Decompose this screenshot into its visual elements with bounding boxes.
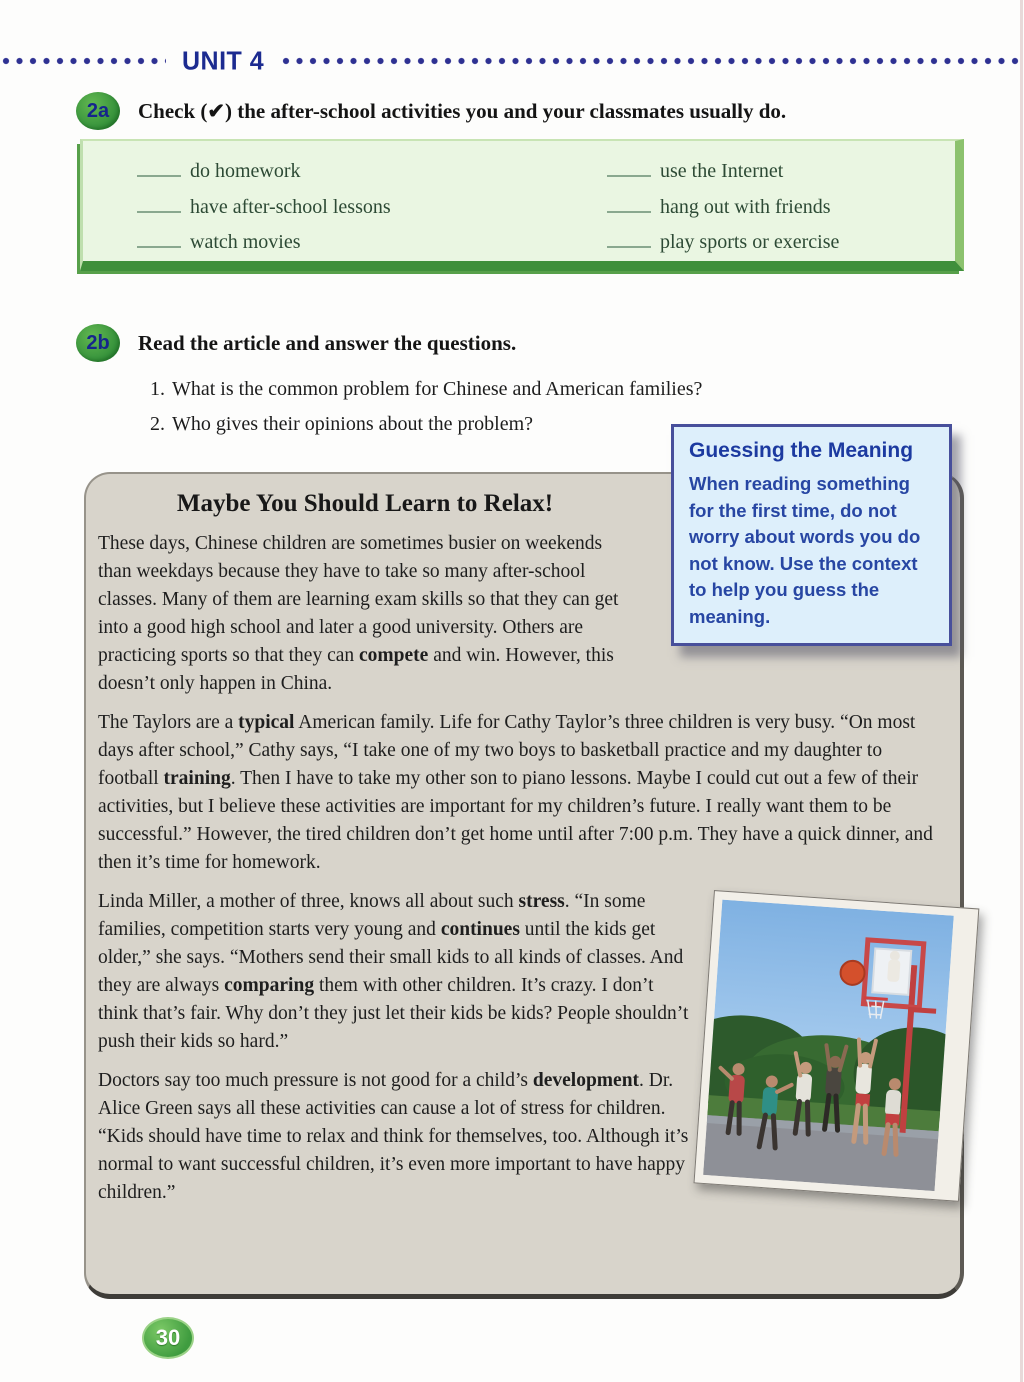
question-text: Who gives their opinions about the problem? <box>172 412 534 435</box>
dotted-rule-right-icon <box>280 55 1024 67</box>
section-2a-header <box>76 92 994 130</box>
article-paragraph: Doctors say too much pressure is not good for a child’s development. Dr. Alice Green says all these activities can cause a lot of stress for children. “Kids should have time to relax and think for themselves, too. Although it’s normal to want successful children, it’s even more important to have happy children.” <box>98 1070 689 1203</box>
article-paragraph: Linda Miller, a mother of three, knows all about such stress. “In some families, competition starts very young and continues until the kids get older,” she says. “Mothers send their small kids to all kinds of classes. And they are always comparing them with other children. It’s crazy. I don’t think that’s fair. Why don’t they just let their kids be kids? People shouldn’t push their kids so hard.” <box>98 891 689 1052</box>
question-number: 2. <box>150 412 165 435</box>
activity-label: use the Internet <box>660 160 784 182</box>
section-2b-header <box>76 324 994 362</box>
basketball-photo-illustration <box>703 900 954 1192</box>
check-blank[interactable] <box>137 160 181 177</box>
section-2a-instruction: Check (✔) the after-school activities you and your classmates usually do. <box>138 99 787 123</box>
photo-frame <box>693 890 979 1202</box>
activities-column-left <box>137 154 607 261</box>
question-number: 1. <box>150 378 165 400</box>
article-paragraph: The Taylors are a typical American family. Life for Cathy Taylor’s three children is very busy. “On most days after school,” Cathy says, “I take one of my two boys to basketball practice and my daughter to football training. Then I have to take my other son to piano lessons. Maybe I could cut out a few of their activities, but I believe these activities are important for my children’s future. I really want them to be successful.” However, the tired children don’t get home until after 7:00 p.m. They have a quick dinner, and then it’s time for homework. <box>98 712 933 873</box>
check-blank[interactable] <box>137 231 181 248</box>
strategy-title: Guessing the Meaning <box>689 439 914 462</box>
activities-checklist-box <box>80 139 964 271</box>
activity-label: hang out with friends <box>660 195 831 218</box>
question-list <box>150 372 730 441</box>
section-2b-instruction: Read the article and answer the questions. <box>138 331 517 355</box>
page-number-badge: 30 <box>142 1317 194 1359</box>
activity-label: play sports or exercise <box>660 231 840 253</box>
section-2b-badge: 2b <box>76 324 120 362</box>
strategy-body: When reading something for the first time, do not worry about words you do not know. Use the context to help you guess the meaning. <box>689 473 921 627</box>
section-2a-badge: 2a <box>76 92 120 130</box>
check-blank[interactable] <box>607 231 651 248</box>
check-blank[interactable] <box>607 160 651 177</box>
activity-label: watch movies <box>190 231 301 253</box>
activities-column-right <box>607 154 955 261</box>
activity-item <box>607 225 955 261</box>
activity-item <box>137 225 607 261</box>
check-blank[interactable] <box>137 196 181 213</box>
article-paragraph: These days, Chinese children are sometimes busier on weekends than weekdays because they have to take so many after-school classes. Many of them are learning exam skills so that they can get into a good high school and later a good university. Others are practicing sports so that they can compete and win. However, this doesn’t only happen in China. <box>98 533 619 694</box>
article-title: Maybe You Should Learn to Relax! <box>176 490 554 517</box>
reading-strategy-box <box>671 424 952 646</box>
activity-item <box>607 190 955 226</box>
activity-label: do homework <box>190 160 301 182</box>
activity-item <box>137 154 607 190</box>
activity-item <box>607 154 955 190</box>
check-blank[interactable] <box>607 196 651 213</box>
question-text: What is the common problem for Chinese and American families? <box>172 378 703 400</box>
basketball-photo <box>708 890 986 1204</box>
question-item <box>150 407 730 442</box>
dotted-rule-left-icon <box>0 55 166 67</box>
activity-item <box>137 190 607 226</box>
question-item <box>150 372 730 407</box>
unit-header <box>0 46 1024 76</box>
activity-label: have after-school lessons <box>190 195 391 218</box>
unit-title: UNIT 4 <box>182 45 265 76</box>
page-edge-line <box>1020 0 1023 1382</box>
